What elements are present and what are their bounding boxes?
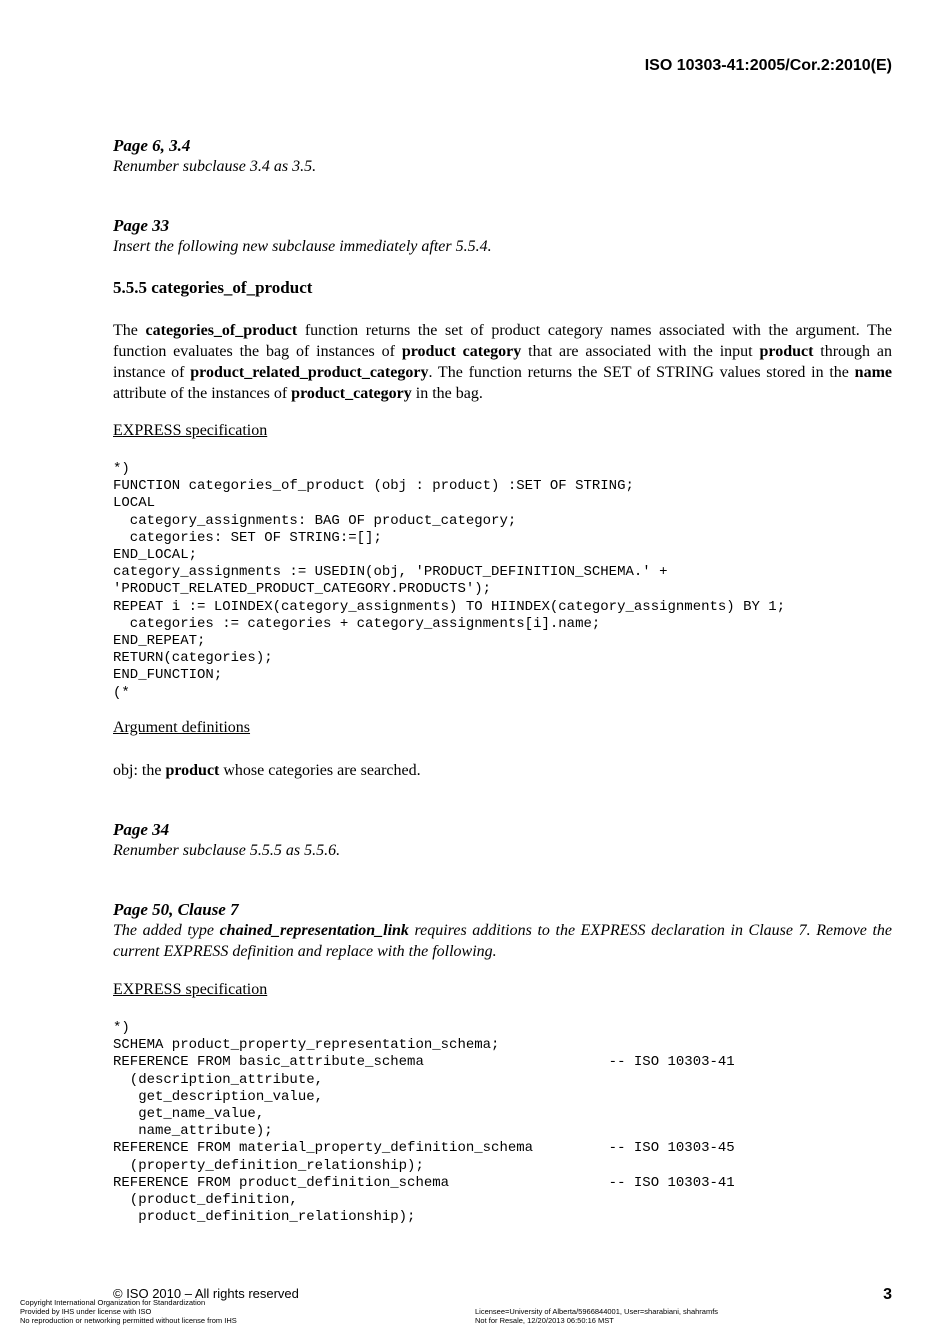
- footer-licensee-line: Licensee=University of Alberta/5966844001, User=sharabiani, shahramfs: [475, 1307, 719, 1316]
- express-code-function: *) FUNCTION categories_of_product (obj : product) :SET OF STRING; LOCAL category_assignments: BAG OF product_category; categories: SET OF STRING:=[]; END_LOCAL; category_assignments := USEDIN(obj, 'PRODUCT_DEFINITION_SCHEMA.' + 'PRODUCT_RELATED_PRODUCT_CATEGORY.PRODUCTS'); REPEAT i := LOINDEX(category_assignments) TO HIINDEX(category_assignments) BY 1; categories := categories + category_assignments[i].name; END_REPEAT; RETURN(categories); END_FUNCTION; (*: [113, 461, 786, 701]
- standard-reference-header: ISO 10303-41:2005/Cor.2:2010(E): [644, 57, 892, 74]
- instruction-renumber-5-5-5: Renumber subclause 5.5.5 as 5.5.6.: [113, 842, 341, 859]
- footer-copyright-line: Copyright International Organization for Standardization: [20, 1298, 206, 1307]
- instruction-renumber-3-4: Renumber subclause 3.4 as 3.5.: [113, 158, 317, 175]
- section-heading-page-6: Page 6, 3.4: [113, 136, 191, 155]
- subclause-title: 5.5.5 categories_of_product: [113, 278, 313, 297]
- instruction-clause-7: The added type chained_representation_link requires additions to the EXPRESS declaration in Clause 7. Remove the current EXPRESS definition and replace with the following.: [113, 922, 893, 960]
- footer-resale-line: Not for Resale, 12/20/2013 06:50:16 MST: [475, 1316, 614, 1325]
- section-heading-page-33: Page 33: [113, 216, 170, 235]
- license-notice-left: [20, 1298, 237, 1325]
- footer-provider-line: Provided by IHS under license with ISO: [20, 1307, 152, 1316]
- instruction-insert-subclause: Insert the following new subclause immediately after 5.5.4.: [113, 238, 492, 255]
- copyright-notice: © ISO 2010 – All rights reserved: [113, 1286, 299, 1301]
- express-code-schema: *) SCHEMA product_property_representation_schema; REFERENCE FROM basic_attribute_schema -- ISO 10303-41 (description_attribute, get_description_value, get_name_value, name_attribute); REFERENCE FROM material_property_definition_schema -- ISO 10303-45 (property_definition_relationship); REFERENCE FROM product_definition_schema -- ISO 10303-41 (product_definition, product_definition_relationship);: [113, 1020, 735, 1226]
- function-description: The categories_of_product function returns the set of product category names associated with the argument. The function evaluates the bag of instances of product category that are associated with the input product through an instance of product_related_product_category. The function returns the SET of STRING values stored in the name attribute of the instances of product_category in the bag.: [113, 322, 893, 402]
- argument-definitions-label: Argument definitions: [113, 719, 251, 736]
- license-notice-right: [475, 1307, 718, 1325]
- section-heading-page-50: Page 50, Clause 7: [113, 900, 239, 919]
- footer-reproduction-line: No reproduction or networking permitted without license from IHS: [20, 1316, 237, 1325]
- express-specification-label: EXPRESS specification: [113, 422, 268, 439]
- section-heading-page-34: Page 34: [113, 820, 170, 839]
- express-specification-label-2: EXPRESS specification: [113, 981, 268, 998]
- argument-definition-obj: obj: the product whose categories are searched.: [113, 762, 421, 779]
- page-number: 3: [883, 1286, 892, 1303]
